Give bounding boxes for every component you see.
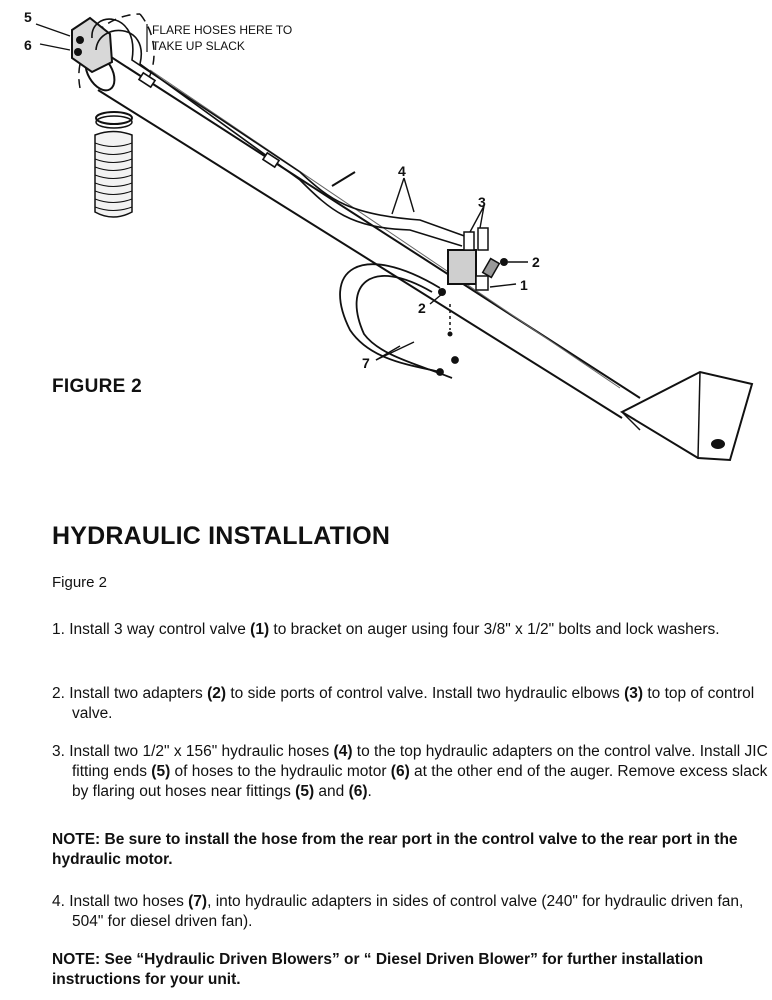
hopper xyxy=(622,372,752,460)
callout-3: 3 xyxy=(478,194,486,210)
step-2-part: (2) xyxy=(207,685,227,702)
arrow-mark xyxy=(332,172,355,186)
auger-tube xyxy=(80,49,640,418)
step-3-part: (6) xyxy=(390,763,410,780)
step-4-part: (7) xyxy=(188,893,208,910)
callout-7: 7 xyxy=(362,355,370,371)
step-2-part: (3) xyxy=(624,685,644,702)
step-3-part: . xyxy=(367,783,372,800)
step-3-part: 3. Install two 1/2" x 156" hydraulic hoses xyxy=(52,743,334,760)
step-3-part: (4) xyxy=(333,743,353,760)
step-3-part: (6) xyxy=(348,783,368,800)
step-3-part: of hoses to the hydraulic motor xyxy=(170,763,391,780)
callout-4: 4 xyxy=(398,163,406,179)
hoses-7 xyxy=(340,264,458,378)
figure-reference: Figure 2 xyxy=(52,574,108,591)
flexible-inlet-hose xyxy=(95,112,132,217)
step-3 xyxy=(52,742,772,802)
callout-2-left: 2 xyxy=(418,300,426,316)
note-see-blowers: NOTE: See “Hydraulic Driven Blowers” or “ Diesel Driven Blower” for further installation instructions for your unit. xyxy=(52,951,704,988)
step-3-part: to the top hydraulic adapters on the control valve. Install JIC fitting ends xyxy=(72,743,768,780)
step-4-part: 4. Install two hoses xyxy=(52,893,189,910)
step-2 xyxy=(52,684,772,724)
flare-note-line-2: TAKE UP SLACK xyxy=(152,39,245,53)
step-1-part: 1. Install 3 way control valve xyxy=(52,621,251,638)
step-1-part: to bracket on auger using four 3/8" x 1/2" bolts and lock washers. xyxy=(269,621,720,638)
step-3-part: (5) xyxy=(151,763,171,780)
step-2-part: 2. Install two adapters xyxy=(52,685,208,702)
step-1-part: (1) xyxy=(250,621,270,638)
figure-label: FIGURE 2 xyxy=(52,376,143,397)
callout-5: 5 xyxy=(24,9,32,25)
section-title: HYDRAULIC INSTALLATION xyxy=(52,522,391,550)
callout-2-right: 2 xyxy=(532,254,540,270)
hydraulic-motor xyxy=(72,18,112,72)
control-valve xyxy=(438,228,508,337)
flare-note-line-1: FLARE HOSES HERE TO xyxy=(152,23,293,37)
step-2-part: to side ports of control valve. Install two hydraulic elbows xyxy=(226,685,625,702)
step-4 xyxy=(52,892,772,932)
step-1 xyxy=(52,620,772,640)
step-3-part: at the other end of the auger. Remove excess slack by flaring out hoses near fittings xyxy=(72,763,768,800)
step-2-part: to top of control valve. xyxy=(72,685,755,722)
callout-6: 6 xyxy=(24,37,32,53)
figure-2-diagram xyxy=(0,0,772,470)
step-3-part: and xyxy=(314,783,349,800)
callout-1: 1 xyxy=(520,277,528,293)
step-4-part: , into hydraulic adapters in sides of control valve (240" for hydraulic driven fan, 504" for diesel driven fan). xyxy=(72,893,744,930)
note-rear-port: NOTE: Be sure to install the hose from the rear port in the control valve to the rear port in the hydraulic motor. xyxy=(52,831,738,868)
step-3-part: (5) xyxy=(295,783,315,800)
